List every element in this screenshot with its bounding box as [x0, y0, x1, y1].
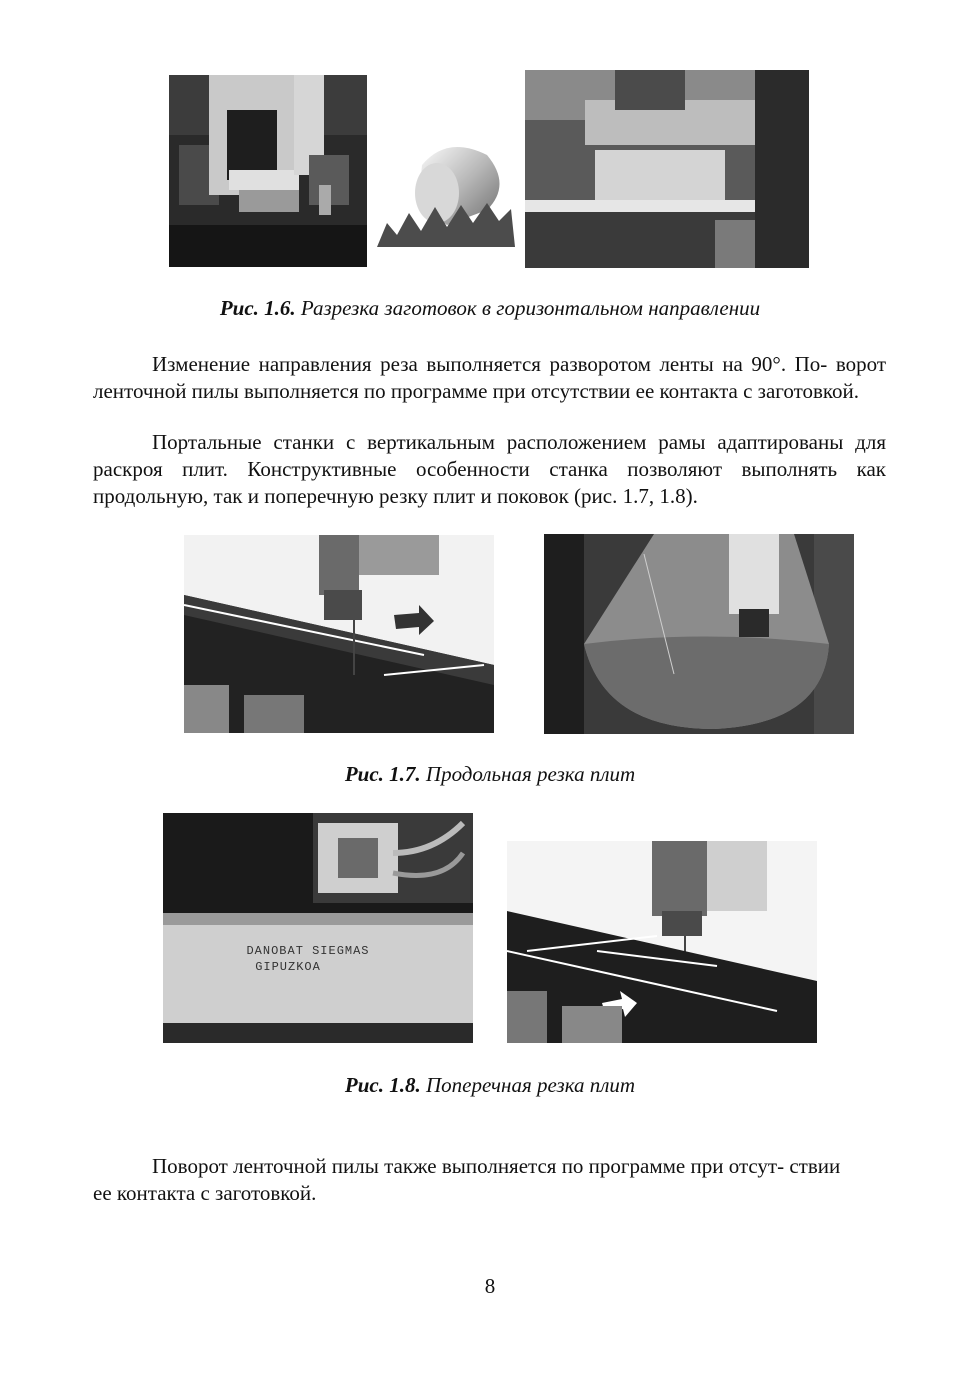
figure-1-6-teeth-illustration [377, 135, 515, 250]
figure-1-8-caption [0, 1073, 980, 1098]
figure-caption-text: Разрезка заготовок в горизонтальном направлении [300, 296, 761, 320]
figure-number: Рис. 1.8. [344, 1073, 421, 1097]
figure-1-6-photo-workshop [525, 70, 809, 268]
figure-1-7-caption [0, 762, 980, 787]
paragraph: Портальные станки с вертикальным расположением рамы адаптированы для раскроя плит. Конструктивные особенности станка позволяют выполнять как продольную, так и поперечную резку плит и поковок (рис. 1.7, 1.8). [93, 430, 886, 508]
figure-1-6-photo-machine [169, 75, 367, 267]
paragraph: Поворот ленточной пилы также выполняется по программе при отсут- ствии ее контакта с заготовкой. [93, 1154, 841, 1205]
figure-1-7-rendering-longitudinal [184, 535, 494, 733]
figure-1-8-rendering-transverse [507, 841, 817, 1043]
paragraph: Изменение направления реза выполняется разворотом ленты на 90°. По- ворот ленточной пилы выполняется по программе при отсутствии ее контакта с заготовкой. [93, 352, 886, 403]
plate-stamp-line-2: GIPUZKOA [255, 960, 321, 974]
figure-1-8-photo-stamped-plate [163, 813, 473, 1043]
plate-stamp-line-1: DANOBAT SIEGMAS [246, 944, 370, 958]
figure-number: Рис. 1.7. [344, 762, 421, 786]
figure-caption-text: Поперечная резка плит [425, 1073, 636, 1097]
figure-number: Рис. 1.6. [219, 296, 296, 320]
figure-1-7-photo-slab [544, 534, 854, 734]
figure-caption-text: Продольная резка плит [425, 762, 636, 786]
figure-1-6-caption [0, 296, 980, 321]
page-number: 8 [484, 1274, 496, 1298]
